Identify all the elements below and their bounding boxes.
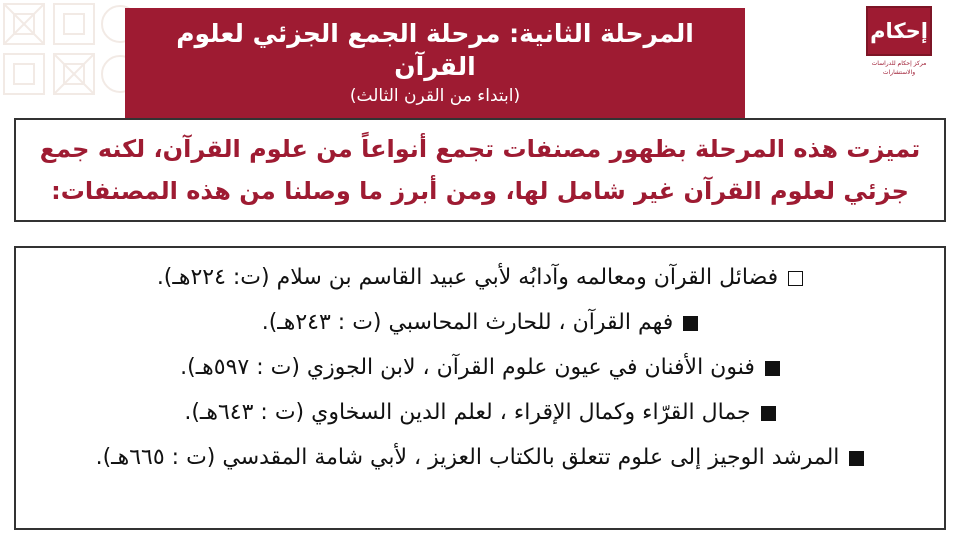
page-subtitle: (ابتداء من القرن الثالث) xyxy=(349,86,521,106)
brand-logo xyxy=(860,6,938,77)
logo-caption xyxy=(860,59,938,77)
slide-header-banner xyxy=(125,8,745,121)
logo-caption-line-2: والاستشارات xyxy=(882,69,916,76)
filled-square-bullet-icon xyxy=(849,451,864,466)
intro-box xyxy=(14,118,946,222)
list-item-label: فهم القرآن ، للحارث المحاسبي (ت : ٢٤٣هـ). xyxy=(261,309,674,335)
intro-paragraph: تميزت هذه المرحلة بظهور مصنفات تجمع أنواعاً من علوم القرآن، لكنه جمع جزئي لعلوم القرآن غير شامل لها، ومن أبرز ما وصلنا من هذه المصنفات: xyxy=(39,135,921,205)
works-list-box xyxy=(14,246,946,530)
page-title: المرحلة الثانية: مرحلة الجمع الجزئي لعلوم القرآن xyxy=(176,19,694,81)
filled-square-bullet-icon xyxy=(683,316,698,331)
logo-mark: إحكام xyxy=(866,6,932,56)
logo-caption-line-1: مركز إحكام للدراسات xyxy=(871,60,927,67)
list-item-label: جمال القرّاء وكمال الإقراء ، لعلم الدين السخاوي (ت : ٦٤٣هـ). xyxy=(184,399,751,425)
list-item xyxy=(42,397,918,429)
list-item xyxy=(42,352,918,384)
filled-square-bullet-icon xyxy=(761,406,776,421)
list-item xyxy=(42,307,918,339)
filled-square-bullet-icon xyxy=(765,361,780,376)
list-item-label: فضائل القرآن ومعالمه وآدابُه لأبي عبيد القاسم بن سلام (ت: ٢٢٤هـ). xyxy=(156,265,779,290)
list-item xyxy=(42,262,918,294)
list-item xyxy=(42,442,918,474)
hollow-square-bullet-icon xyxy=(788,271,803,286)
list-item-label: المرشد الوجيز إلى علوم تتعلق بالكتاب العزيز ، لأبي شامة المقدسي (ت : ٦٦٥هـ). xyxy=(95,444,840,470)
list-item-label: فنون الأفنان في عيون علوم القرآن ، لابن الجوزي (ت : ٥٩٧هـ). xyxy=(180,354,755,380)
